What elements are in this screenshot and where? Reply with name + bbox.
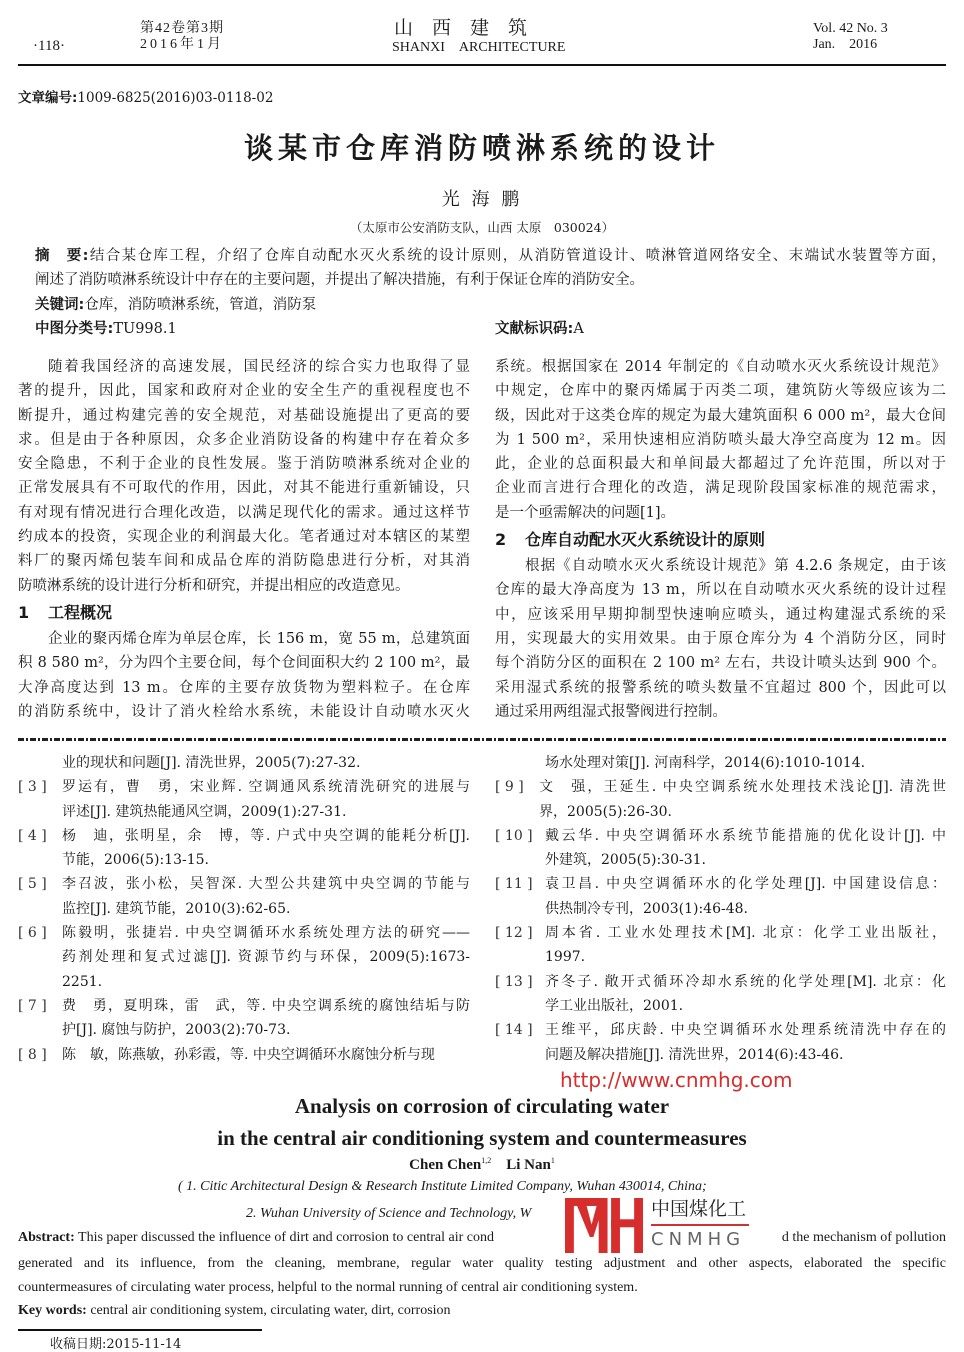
reference-line xyxy=(18,775,470,799)
author-1-affil: 1,2 xyxy=(481,1156,492,1165)
body-text-line: 大净高度达到 13 m。仓库的主要存放货物为塑料粒子。在仓库 xyxy=(18,679,470,696)
reference-line xyxy=(495,994,946,1018)
reference-line xyxy=(495,1043,946,1067)
body-text-line: 为 1 500 m²，采用快速相应消防喷头最大净空高度为 12 m。因 xyxy=(495,431,946,448)
body-text-line: 企业的聚丙烯仓库为单层仓库，长 156 m，宽 55 m，总建筑面 xyxy=(48,630,470,647)
english-keywords-value: central air conditioning system, circulating water, dirt, corrosion xyxy=(90,1303,451,1318)
reference-number xyxy=(18,897,62,921)
reference-number: [ 5 ] xyxy=(18,876,47,893)
english-title-line-2: in the central air conditioning system and countermeasures xyxy=(217,1126,747,1150)
section-title: 仓库自动配水灭火系统设计的原则 xyxy=(525,530,766,550)
body-text-line: 中，应该采用早期抑制型快速响应喷头，通过构建湿式系统的采 xyxy=(495,606,946,623)
reference-number xyxy=(495,994,545,1018)
reference-line xyxy=(495,751,946,775)
reference-text: 护[J]. 腐蚀与防护，2003(2):70-73. xyxy=(62,1022,291,1039)
body-text-line: 防喷淋系统的设计进行分析和研究，并提出相应的改造意见。 xyxy=(18,577,410,594)
reference-text: 节能，2006(5):13-15. xyxy=(62,852,209,869)
body-text-line: 用，实现最大的实用效果。由于原仓库分为 4 个消防分区，同时 xyxy=(495,630,946,647)
reference-line xyxy=(495,848,946,872)
reference-text: 文 强，王延生. 中央空调系统水处理技术浅论[J]. 清洗世 xyxy=(539,779,946,796)
section-heading xyxy=(495,525,946,554)
reference-text: 陈毅明，张捷岩. 中央空调循环水系统处理方法的研究—— xyxy=(62,925,470,942)
classification-row xyxy=(35,317,946,341)
body-text-line: 采用湿式系统的报警系统的喷头数量不宜超过 800 个，因此可以 xyxy=(495,679,946,696)
body-text-line: 通过采用两组湿式报警阀进行控制。 xyxy=(495,703,727,720)
body-text-line: 正常发展具有不可取代的作用，因此，对其不能进行重新铺设，只 xyxy=(18,480,470,497)
reference-number: [ 9 ] xyxy=(495,779,524,796)
abstract xyxy=(35,244,946,341)
reference-line xyxy=(495,897,946,921)
english-abstract-line: generated and its influence, from the cleaning, membrane, regular water quality testing adjustment and other aspects, elaborated the specific xyxy=(18,1256,946,1271)
article-number-label: 文章编号: xyxy=(18,90,78,106)
reference-line xyxy=(18,800,470,824)
clc-value: TU998.1 xyxy=(113,320,177,337)
body-text-line: 的消防系统中，设计了消火栓给水系统，未能设计自动喷水灭火 xyxy=(18,703,470,720)
reference-number xyxy=(18,970,62,994)
reference-text: 陈 敏，陈燕敏，孙彩霞，等. 中央空调循环水腐蚀分析与现 xyxy=(62,1046,435,1063)
english-keywords-label: Key words: xyxy=(18,1303,87,1318)
body-text-line: 企业而言进行合理化的改造，满足现阶段国家标准的规范需求， xyxy=(495,480,946,497)
footnote-rule xyxy=(18,1329,262,1331)
reference-line xyxy=(495,921,946,945)
reference-line xyxy=(18,921,470,945)
reference-text: 外建筑，2005(5):30-31. xyxy=(545,852,706,869)
section-title: 工程概况 xyxy=(48,602,113,622)
reference-text: 袁卫昌. 中央空调循环水的化学处理[J]. 中国建设信息： xyxy=(545,876,946,893)
logo-english-text: CNMHG xyxy=(651,1229,746,1250)
reference-number: [ 12 ] xyxy=(495,925,533,942)
reference-text: 问题及解决措施[J]. 清洗世界，2014(6):43-46. xyxy=(545,1046,844,1063)
author-1: Chen Chen xyxy=(409,1157,482,1173)
keywords xyxy=(35,293,946,317)
reference-text: 王维平，邱庆龄. 中央空调循环水处理系统清洗中存在的 xyxy=(545,1022,946,1039)
reference-text: 费 勇，夏明珠，雷 武，等. 中央空调系统的腐蚀结垢与防 xyxy=(62,997,470,1014)
reference-text: 供热制冷专刊，2003(1):46-48. xyxy=(545,900,748,917)
clc-label: 中图分类号: xyxy=(35,320,114,337)
header-rule xyxy=(18,64,946,66)
reference-line xyxy=(18,872,470,896)
reference-line xyxy=(495,775,946,799)
reference-text: 评述[J]. 建筑热能通风空调，2009(1):27-31. xyxy=(62,803,347,820)
reference-line xyxy=(495,1018,946,1042)
body-text-line: 中规定，仓库中的聚丙烯属于丙类二项，建筑防火等级应该为二 xyxy=(495,383,946,400)
reference-text: 药剂处理和复式过滤[J]. 资源节约与环保，2009(5):1673- xyxy=(62,949,470,966)
english-title-line-1: Analysis on corrosion of circulating water xyxy=(294,1094,670,1118)
english-abstract-text: This paper discussed the influence of dirt and corrosion to central air cond xyxy=(78,1230,494,1245)
abstract-label: 摘 要: xyxy=(35,248,89,264)
page-number: ·118· xyxy=(33,38,65,54)
logo-divider xyxy=(651,1224,749,1226)
reference-line xyxy=(495,824,946,848)
logo-chinese-text: 中国煤化工 xyxy=(651,1198,747,1220)
reference-number: [ 7 ] xyxy=(18,997,47,1014)
reference-text: 2251. xyxy=(62,973,103,990)
references-left xyxy=(18,751,470,1067)
volume-issue: 第42卷第3期 xyxy=(140,21,224,36)
body-text-line: 求。但是由于各种原因，众多企业消防设备的构建中存在着众多 xyxy=(18,431,470,448)
reference-number xyxy=(18,1018,62,1042)
reference-text: 学工业出版社，2001. xyxy=(545,997,684,1014)
english-abstract-label: Abstract: xyxy=(18,1230,75,1245)
reference-number: [ 8 ] xyxy=(18,1046,47,1063)
received-date: 收稿日期:2015-11-14 xyxy=(50,1337,182,1352)
reference-number: [ 3 ] xyxy=(18,779,47,796)
reference-line xyxy=(18,1043,470,1067)
reference-separator xyxy=(18,738,946,741)
reference-text: 界，2005(5):26-30. xyxy=(539,803,672,820)
reference-line xyxy=(495,970,946,994)
reference-text: 杨 迪，张明星，余 博，等. 户式中央空调的能耗分析[J]. xyxy=(62,827,470,844)
reference-number xyxy=(495,848,545,872)
doc-code-label: 文献标识码: xyxy=(495,320,574,337)
reference-line xyxy=(18,751,470,775)
reference-text: 戴云华. 中央空调循环水系统节能措施的优化设计[J]. 中 xyxy=(545,827,946,844)
reference-text: 1997. xyxy=(545,949,586,966)
section-number: 1 xyxy=(18,602,30,622)
author-2: Li Nan xyxy=(506,1157,551,1173)
author-affiliation: （太原市公安消防支队，山西 太原 030024） xyxy=(349,220,615,235)
reference-number: [ 6 ] xyxy=(18,925,47,942)
abstract-line: 阐述了消防喷淋系统设计中存在的主要问题，并提出了解决措施，有利于保证仓库的消防安全。 xyxy=(35,272,644,289)
date-en: Jan. 2016 xyxy=(813,37,878,52)
reference-number: [ 4 ] xyxy=(18,827,47,844)
body-text-line: 有对现有情况进行合理化改造，以满足现代化的需求。通过这样节 xyxy=(18,504,470,521)
english-authors xyxy=(0,1156,964,1174)
body-text-line: 根据《自动喷水灭火系统设计规范》第 4.2.6 条规定，由于该 xyxy=(525,558,946,575)
reference-number: [ 11 ] xyxy=(495,876,533,893)
reference-line xyxy=(495,872,946,896)
reference-line xyxy=(18,1018,470,1042)
doc-code-value: A xyxy=(573,320,584,337)
body-text-line: 级，因此对于这类仓库的规定为最大建筑面积 6 000 m²，最大仓间 xyxy=(495,407,946,424)
body-column-right xyxy=(495,355,946,724)
article-number xyxy=(18,86,273,106)
author-2-affil: 1 xyxy=(550,1156,555,1165)
section-heading xyxy=(18,598,470,627)
reference-number: [ 14 ] xyxy=(495,1022,533,1039)
reference-line xyxy=(18,848,470,872)
url-watermark: http://www.cnmhg.com xyxy=(560,1068,793,1092)
body-text-line: 系统。根据国家在 2014 年制定的《自动喷水灭火系统设计规范》 xyxy=(495,359,946,375)
body-text-line: 此，企业的总面积最大和单间最大都超过了允许范围，所以对于 xyxy=(495,456,946,473)
reference-number xyxy=(495,897,545,921)
reference-line xyxy=(18,994,470,1018)
body-text-line: 安全隐患，不利于企业的良性发展。鉴于消防喷淋系统对企业的 xyxy=(18,456,470,473)
reference-line xyxy=(18,945,470,969)
cnmhg-logo xyxy=(565,1198,750,1253)
reference-number xyxy=(18,751,62,775)
reference-line xyxy=(495,945,946,969)
reference-line xyxy=(18,970,470,994)
body-text-line: 约成本的投资，实现企业的利润最大化。笔者通过对本辖区的某塑 xyxy=(18,529,470,546)
article-author: 光 海 鹏 xyxy=(441,189,523,210)
issue-date: 2016年1月 xyxy=(140,37,224,52)
reference-text: 齐冬子. 敞开式循环冷却水系统的化学处理[M]. 北京：化 xyxy=(545,973,946,990)
body-text-line: 是一个亟需解决的问题[1]。 xyxy=(495,504,676,521)
reference-number: [ 10 ] xyxy=(495,827,533,844)
reference-number xyxy=(495,945,545,969)
reference-line xyxy=(18,824,470,848)
keywords-value: 仓库，消防喷淋系统，管道，消防泵 xyxy=(84,296,317,313)
english-abstract-line-end: d the mechanism of pollution xyxy=(781,1230,946,1245)
body-column-left xyxy=(18,355,470,724)
reference-number xyxy=(18,848,62,872)
body-text-line: 料厂的聚丙烯包装车间和成品仓库的消防隐患进行分析，对其消 xyxy=(18,553,470,570)
body-text-line: 随着我国经济的高速发展，国民经济的综合实力也取得了显 xyxy=(48,359,470,375)
article-title: 谈某市仓库消防喷淋系统的设计 xyxy=(243,131,720,165)
journal-title-en: SHANXI ARCHITECTURE xyxy=(392,40,566,55)
reference-text: 业的现状和问题[J]. 清洗世界，2005(7):27-32. xyxy=(62,755,361,771)
reference-line xyxy=(495,800,946,824)
body-text-line: 每个消防分区的面积在 2 100 m² 左右，共设计喷头达到 900 个。 xyxy=(495,655,946,672)
keywords-label: 关键词: xyxy=(35,296,85,313)
english-abstract-line xyxy=(18,1230,494,1246)
reference-number: [ 13 ] xyxy=(495,973,533,990)
mh-logo-icon xyxy=(565,1198,643,1253)
body-text-line: 仓库的最大净高度为 13 m，所以在自动喷水灭火系统的设计过程 xyxy=(495,582,946,599)
reference-text: 监控[J]. 建筑节能，2010(3):62-65. xyxy=(62,900,291,917)
reference-line xyxy=(18,897,470,921)
reference-text: 场水处理对策[J]. 河南科学，2014(6):1010-1014. xyxy=(545,755,866,771)
reference-number xyxy=(495,751,545,775)
body-text-line: 积 8 580 m²，分为四个主要仓间，每个仓间面积大约 2 100 m²，最 xyxy=(18,655,470,672)
reference-text: 周本省. 工业水处理技术[M]. 北京：化学工业出版社， xyxy=(545,925,946,942)
journal-title-cn: 山 西 建 筑 xyxy=(394,17,528,39)
reference-number xyxy=(495,1043,545,1067)
english-affiliation-2: 2. Wuhan University of Science and Technology, W xyxy=(246,1206,532,1221)
english-affiliation-1: ( 1. Citic Architectural Design & Research Institute Limited Company, Wuhan 430014, China; xyxy=(178,1179,707,1194)
reference-number xyxy=(18,945,62,969)
reference-number xyxy=(495,800,539,824)
body-text-line: 断提升，通过构建完善的安全规范，对基础设施提出了更高的要 xyxy=(18,407,470,424)
references-right xyxy=(495,751,946,1067)
english-abstract-line: countermeasures of circulating water process, helpful to the normal running of central air conditioning system. xyxy=(18,1280,638,1295)
body-text-line: 著的提升，因此，国家和政府对企业的安全生产的重视程度也不 xyxy=(18,383,470,400)
abstract-line: 结合某仓库工程，介绍了仓库自动配水灭火系统的设计原则，从消防管道设计、喷淋管道网络安全、末端试水装置等方面， xyxy=(88,248,946,264)
volume-en: Vol. 42 No. 3 xyxy=(813,21,888,36)
reference-text: 罗运有，曹 勇，宋业辉. 空调通风系统清洗研究的进展与 xyxy=(62,779,470,796)
reference-text: 李召波，张小松，吴智深. 大型公共建筑中央空调的节能与 xyxy=(62,876,470,893)
section-number: 2 xyxy=(495,530,507,550)
article-number-value: 1009-6825(2016)03-0118-02 xyxy=(77,90,274,106)
english-keywords xyxy=(18,1303,451,1319)
reference-number xyxy=(18,800,62,824)
